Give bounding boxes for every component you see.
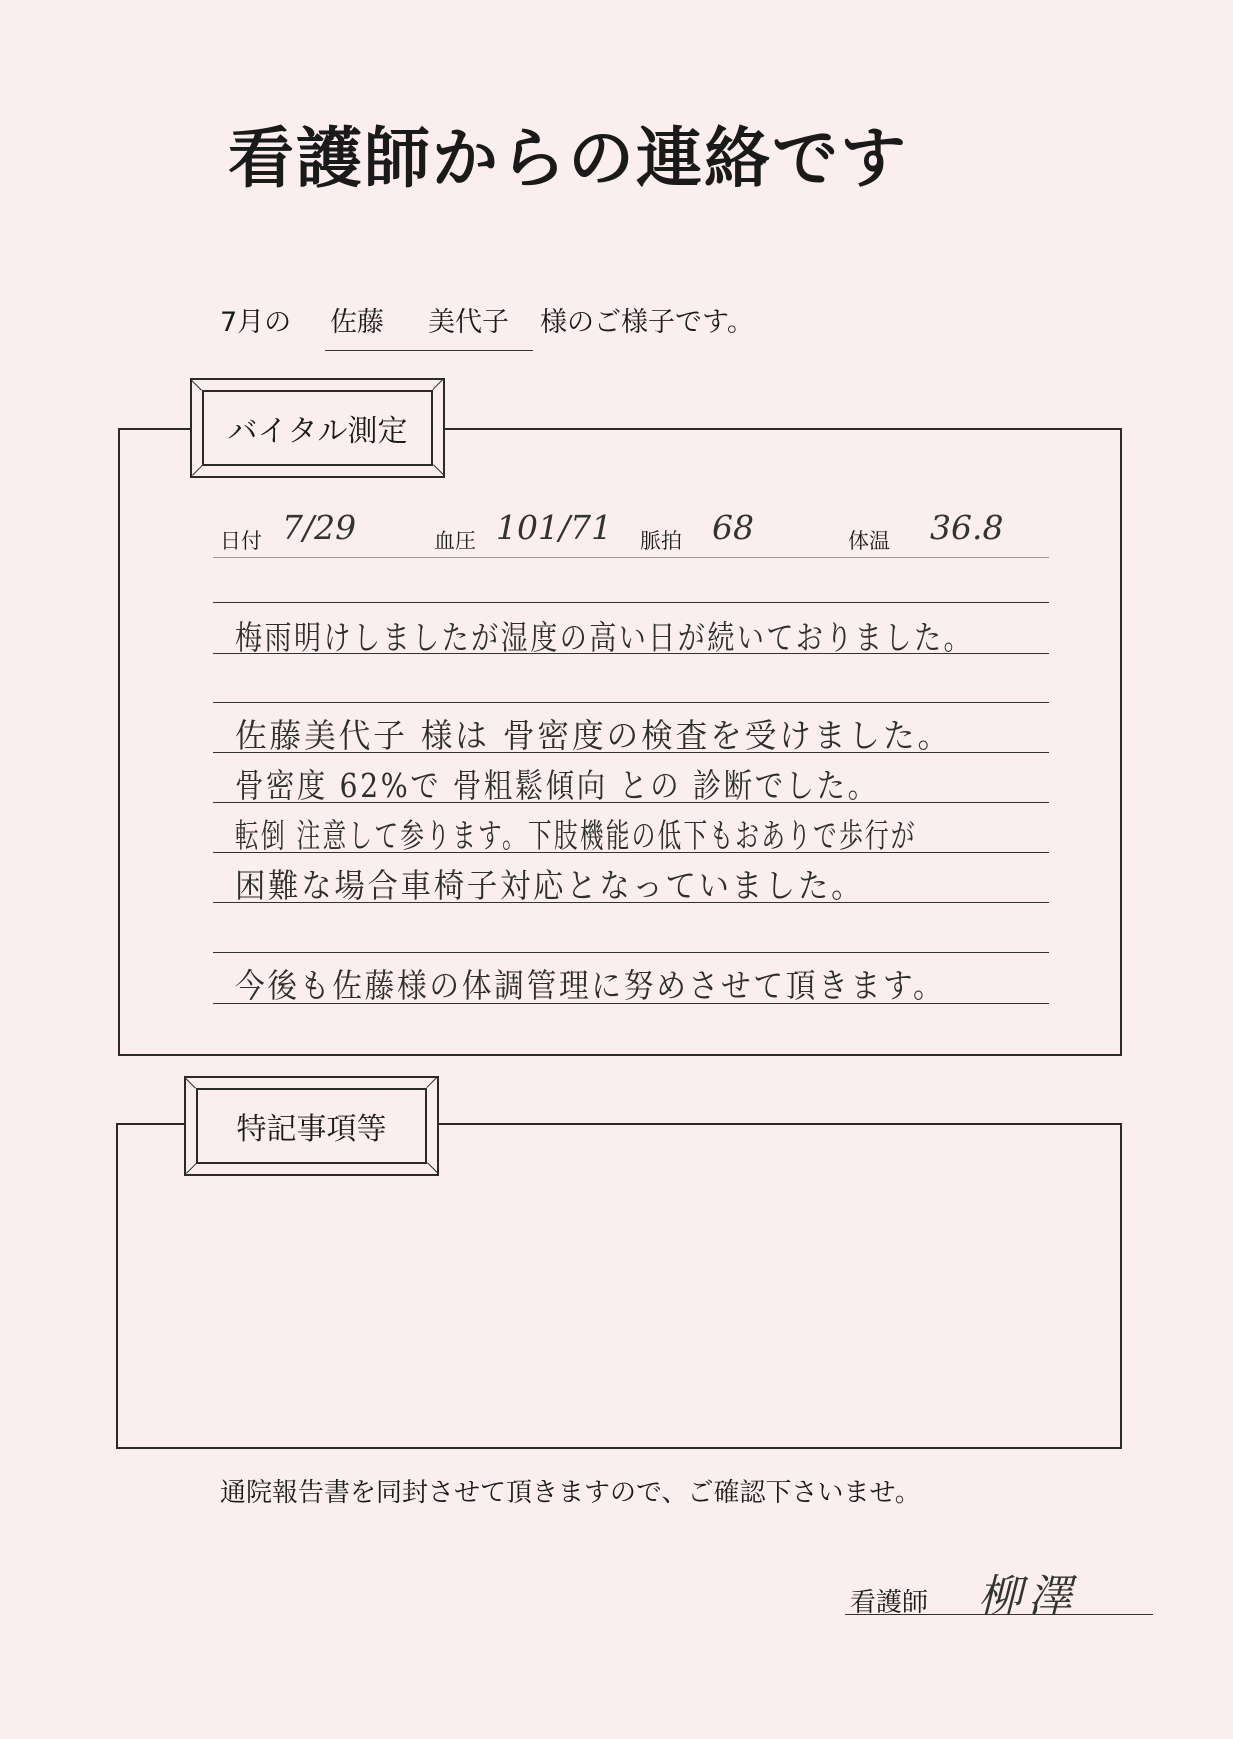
label-bevel xyxy=(185,1078,196,1089)
footer-message: 通院報告書を同封させて頂きますので、ご確認下さいませ。 xyxy=(220,1478,921,1508)
signature-label: 看護師 xyxy=(850,1588,929,1618)
label-bevel xyxy=(191,380,202,391)
label-bevel xyxy=(432,379,443,390)
signature-name: 柳澤 xyxy=(978,1571,1078,1622)
note-line-5: 困難な場合車椅子対応となっていました。 xyxy=(235,866,865,905)
vital-section-label-frame xyxy=(190,378,445,478)
temperature-value: 36.8 xyxy=(930,508,1004,547)
intro-suffix: 様のご様子です。 xyxy=(540,307,754,338)
label-bevel xyxy=(192,465,203,476)
label-bevel xyxy=(433,464,444,475)
note-line-3: 骨密度 62%で 骨粗鬆傾向 との 診断でした。 xyxy=(235,766,879,805)
label-bevel xyxy=(427,1162,438,1173)
pulse-value: 68 xyxy=(712,508,754,547)
temperature-label: 体温 xyxy=(848,529,890,553)
label-bevel xyxy=(426,1077,437,1088)
intro-month: 7月の xyxy=(220,307,292,338)
ruled-line xyxy=(213,952,1049,953)
label-bevel xyxy=(186,1163,197,1174)
date-value: 7/29 xyxy=(282,508,357,547)
note-line-1: 梅雨明けしましたが湿度の高い日が続いておりました。 xyxy=(235,618,973,657)
vital-divider xyxy=(213,557,1049,558)
patient-last-name: 佐藤 xyxy=(330,307,384,338)
note-line-2: 佐藤美代子 様は 骨密度の検査を受けました。 xyxy=(235,716,953,755)
special-section-label-frame xyxy=(184,1076,439,1176)
page-title: 看護師からの連絡です xyxy=(228,120,908,197)
signature-line xyxy=(845,1614,1153,1615)
date-label: 日付 xyxy=(220,529,262,553)
blood-pressure-value: 101/71 xyxy=(496,508,613,547)
pulse-label: 脈拍 xyxy=(640,529,682,553)
special-section-label: 特記事項等 xyxy=(196,1088,427,1164)
name-underline xyxy=(325,350,533,351)
ruled-line xyxy=(213,702,1049,703)
vital-section-label: バイタル測定 xyxy=(202,390,433,466)
patient-first-name: 美代子 xyxy=(428,307,509,338)
note-line-4: 転倒 注意して参ります。下肢機能の低下もおありで歩行が xyxy=(235,816,917,855)
note-line-6: 今後も佐藤様の体調管理に努めさせて頂きます。 xyxy=(235,966,946,1005)
blood-pressure-label: 血圧 xyxy=(434,529,476,553)
ruled-line xyxy=(213,602,1049,603)
